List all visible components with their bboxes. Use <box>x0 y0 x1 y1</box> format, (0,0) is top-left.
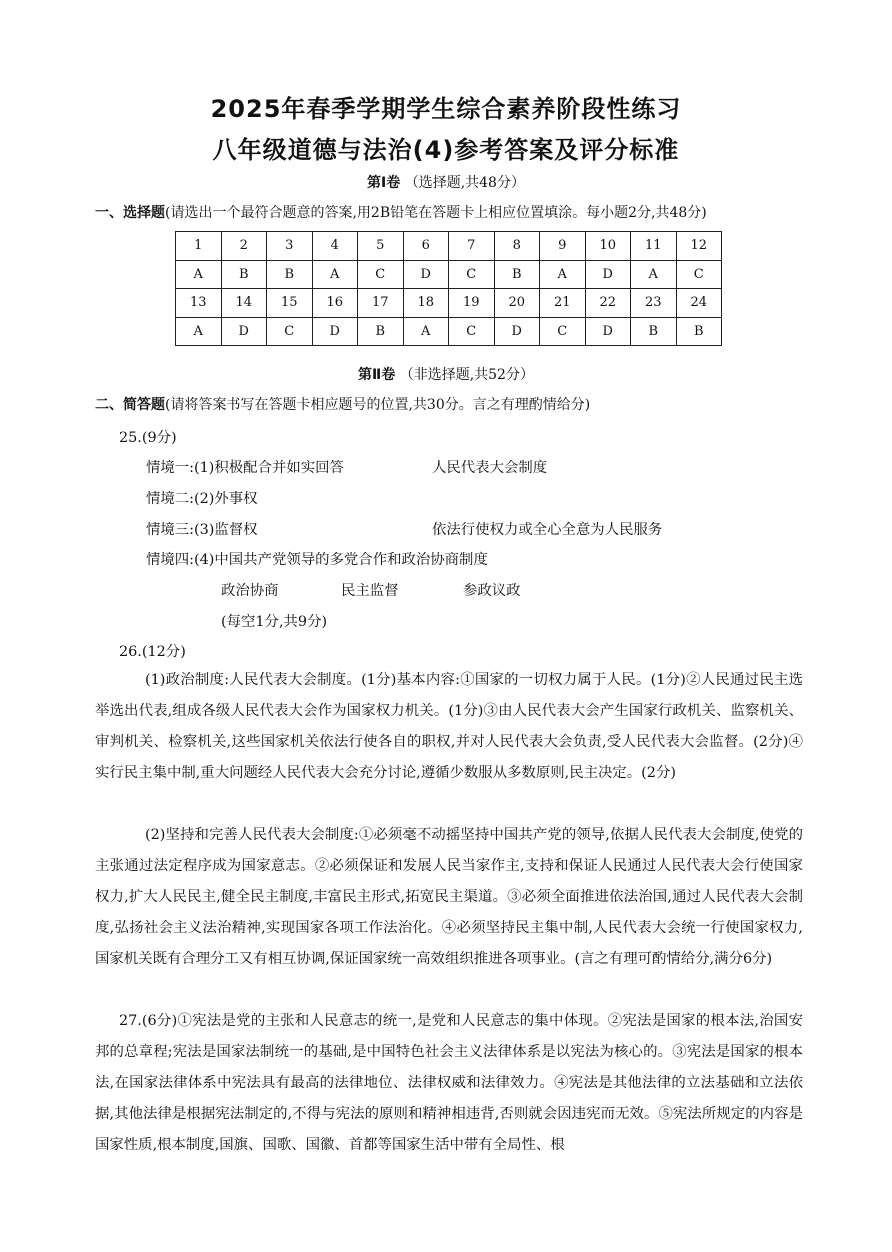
question-number-cell: 15 <box>267 289 313 318</box>
question-number-cell: 18 <box>403 289 449 318</box>
answer-letter-cell: C <box>449 317 495 346</box>
answer-letter-cell: A <box>403 317 449 346</box>
volume-1-label: 第Ⅰ卷 <box>367 175 401 191</box>
answer-letter-cell: D <box>585 317 631 346</box>
answer-letter-cell: A <box>540 260 586 289</box>
question-number-cell: 16 <box>312 289 358 318</box>
question-number-cell: 17 <box>358 289 404 318</box>
answer-letter-cell: A <box>176 317 222 346</box>
q25-situation-4-answer-b: 民主监督 <box>341 583 399 599</box>
answer-letter-cell: A <box>631 260 677 289</box>
q25-header: 25.(9分) <box>119 430 177 446</box>
question-number-cell: 1 <box>176 232 222 261</box>
answer-letter-cell: A <box>176 260 222 289</box>
question-number-cell: 22 <box>585 289 631 318</box>
question-number-cell: 11 <box>631 232 677 261</box>
answer-letter-cell: A <box>312 260 358 289</box>
answer-letter-cell: C <box>676 260 722 289</box>
question-number-cell: 23 <box>631 289 677 318</box>
question-number-cell: 4 <box>312 232 358 261</box>
question-number-cell: 10 <box>585 232 631 261</box>
q25-situation-1-answer: 人民代表大会制度 <box>432 460 548 476</box>
answer-letter-cell: B <box>358 317 404 346</box>
q25-situation-3-answer: 依法行使权力或全心全意为人民服务 <box>432 522 663 538</box>
q25-situation-3: 情境三:(3)监督权 <box>146 522 258 538</box>
page-title-line2: 八年级道德与法治(4)参考答案及评分标准 <box>212 136 680 164</box>
question-number-cell: 9 <box>540 232 586 261</box>
answer-letter-cell: B <box>267 260 313 289</box>
q27-answer: 27.(6分)①宪法是党的主张和人民意志的统一,是党和人民意志的集中体现。②宪法是国家的根本法,治国安邦的总章程;宪法是国家法制统一的基础,是中国特色社会主义法律体系是以宪法为核心的。③宪法是国家的根本法,在国家法律体系中宪法具有最高的法律地位、法律权威和法律效力。④宪法是其他法律的立法基础和立法依据,其他法律是根据宪法制定的,不得与宪法的原则和精神相违背,否则就会因违宪而无效。⑤宪法所规定的内容是国家性质,根本制度,国旗、国歌、国徽、首都等国家生活中带有全局性、根 <box>95 1013 803 1153</box>
q25-score-note: (每空1分,共9分) <box>221 614 328 630</box>
question-number-cell: 12 <box>676 232 722 261</box>
section-1-label: 一、选择题 <box>95 205 165 221</box>
answer-table-number-row <box>176 232 722 261</box>
volume-1-note: （选择题,共48分） <box>404 175 525 191</box>
question-number-cell: 7 <box>449 232 495 261</box>
q25-situation-2: 情境二:(2)外事权 <box>146 491 258 507</box>
q26-part-2: (2)坚持和完善人民代表大会制度:①必须毫不动摇坚持中国共产党的领导,依据人民代表大会制度,使党的主张通过法定程序成为国家意志。②必须保证和发展人民当家作主,支持和保证人民通过人民代表大会行使国家权力,扩大人民民主,健全民主制度,丰富民主形式,拓宽民主渠道。③必须全面推进依法治国,通过人民代表大会制度,弘扬社会主义法治精神,实现国家各项工作法治化。④必须坚持民主集中制,人民代表大会统一行使国家权力,国家机关既有合理分工又有相互协调,保证国家统一高效组织推进各项事业。(言之有理可酌情给分,满分6分) <box>95 827 803 967</box>
section-1-instruction: (请选出一个最符合题意的答案,用2B铅笔在答题卡上相应位置填涂。每小题2分,共48分) <box>165 205 707 221</box>
answer-letter-cell: B <box>221 260 267 289</box>
answer-letter-cell: C <box>540 317 586 346</box>
volume-1-heading <box>0 172 892 192</box>
q26-part-1: (1)政治制度:人民代表大会制度。(1分)基本内容:①国家的一切权力属于人民。(1分)②人民通过民主选举选出代表,组成各级人民代表大会作为国家权力机关。(1分)③由人民代表大会产生国家行政机关、监察机关、审判机关、检察机关,这些国家机关依法行使各自的职权,并对人民代表大会负责,受人民代表大会监督。(2分)④实行民主集中制,重大问题经人民代表大会充分讨论,遵循少数服从多数原则,民主决定。(2分) <box>95 672 803 781</box>
answer-table-answer-row <box>176 260 722 289</box>
q25-situation-4-answer-a: 政治协商 <box>221 583 279 599</box>
answer-letter-cell: D <box>221 317 267 346</box>
q26-header: 26.(12分) <box>119 644 186 660</box>
question-number-cell: 14 <box>221 289 267 318</box>
volume-2-note: （非选择题,共52分） <box>399 367 534 383</box>
section-2-instruction: (请将答案书写在答题卡相应题号的位置,共30分。言之有理酌情给分) <box>165 397 591 413</box>
answer-letter-cell: C <box>449 260 495 289</box>
q25-situation-4-answer-c: 参政议政 <box>463 583 521 599</box>
question-number-cell: 3 <box>267 232 313 261</box>
question-number-cell: 24 <box>676 289 722 318</box>
answer-letter-cell: D <box>312 317 358 346</box>
answer-table <box>175 231 722 346</box>
question-number-cell: 8 <box>494 232 540 261</box>
answer-table-answer-row <box>176 317 722 346</box>
q25-situation-4: 情境四:(4)中国共产党领导的多党合作和政治协商制度 <box>146 552 488 568</box>
answer-letter-cell: D <box>403 260 449 289</box>
answer-letter-cell: C <box>358 260 404 289</box>
answer-letter-cell: B <box>631 317 677 346</box>
question-number-cell: 20 <box>494 289 540 318</box>
question-number-cell: 2 <box>221 232 267 261</box>
question-number-cell: 13 <box>176 289 222 318</box>
volume-2-label: 第Ⅱ卷 <box>358 367 396 383</box>
section-2-heading <box>95 394 590 414</box>
answer-letter-cell: B <box>676 317 722 346</box>
question-number-cell: 19 <box>449 289 495 318</box>
answer-letter-cell: C <box>267 317 313 346</box>
answer-letter-cell: D <box>494 317 540 346</box>
answer-letter-cell: D <box>585 260 631 289</box>
question-number-cell: 21 <box>540 289 586 318</box>
section-1-heading <box>95 202 707 222</box>
question-number-cell: 5 <box>358 232 404 261</box>
section-2-label: 二、简答题 <box>95 397 165 413</box>
page-title-line1: 2025年春季学期学生综合素养阶段性练习 <box>210 95 682 123</box>
answer-table-number-row <box>176 289 722 318</box>
answer-letter-cell: B <box>494 260 540 289</box>
volume-2-heading <box>0 364 892 384</box>
question-number-cell: 6 <box>403 232 449 261</box>
q25-situation-1: 情境一:(1)积极配合并如实回答 <box>146 460 344 476</box>
